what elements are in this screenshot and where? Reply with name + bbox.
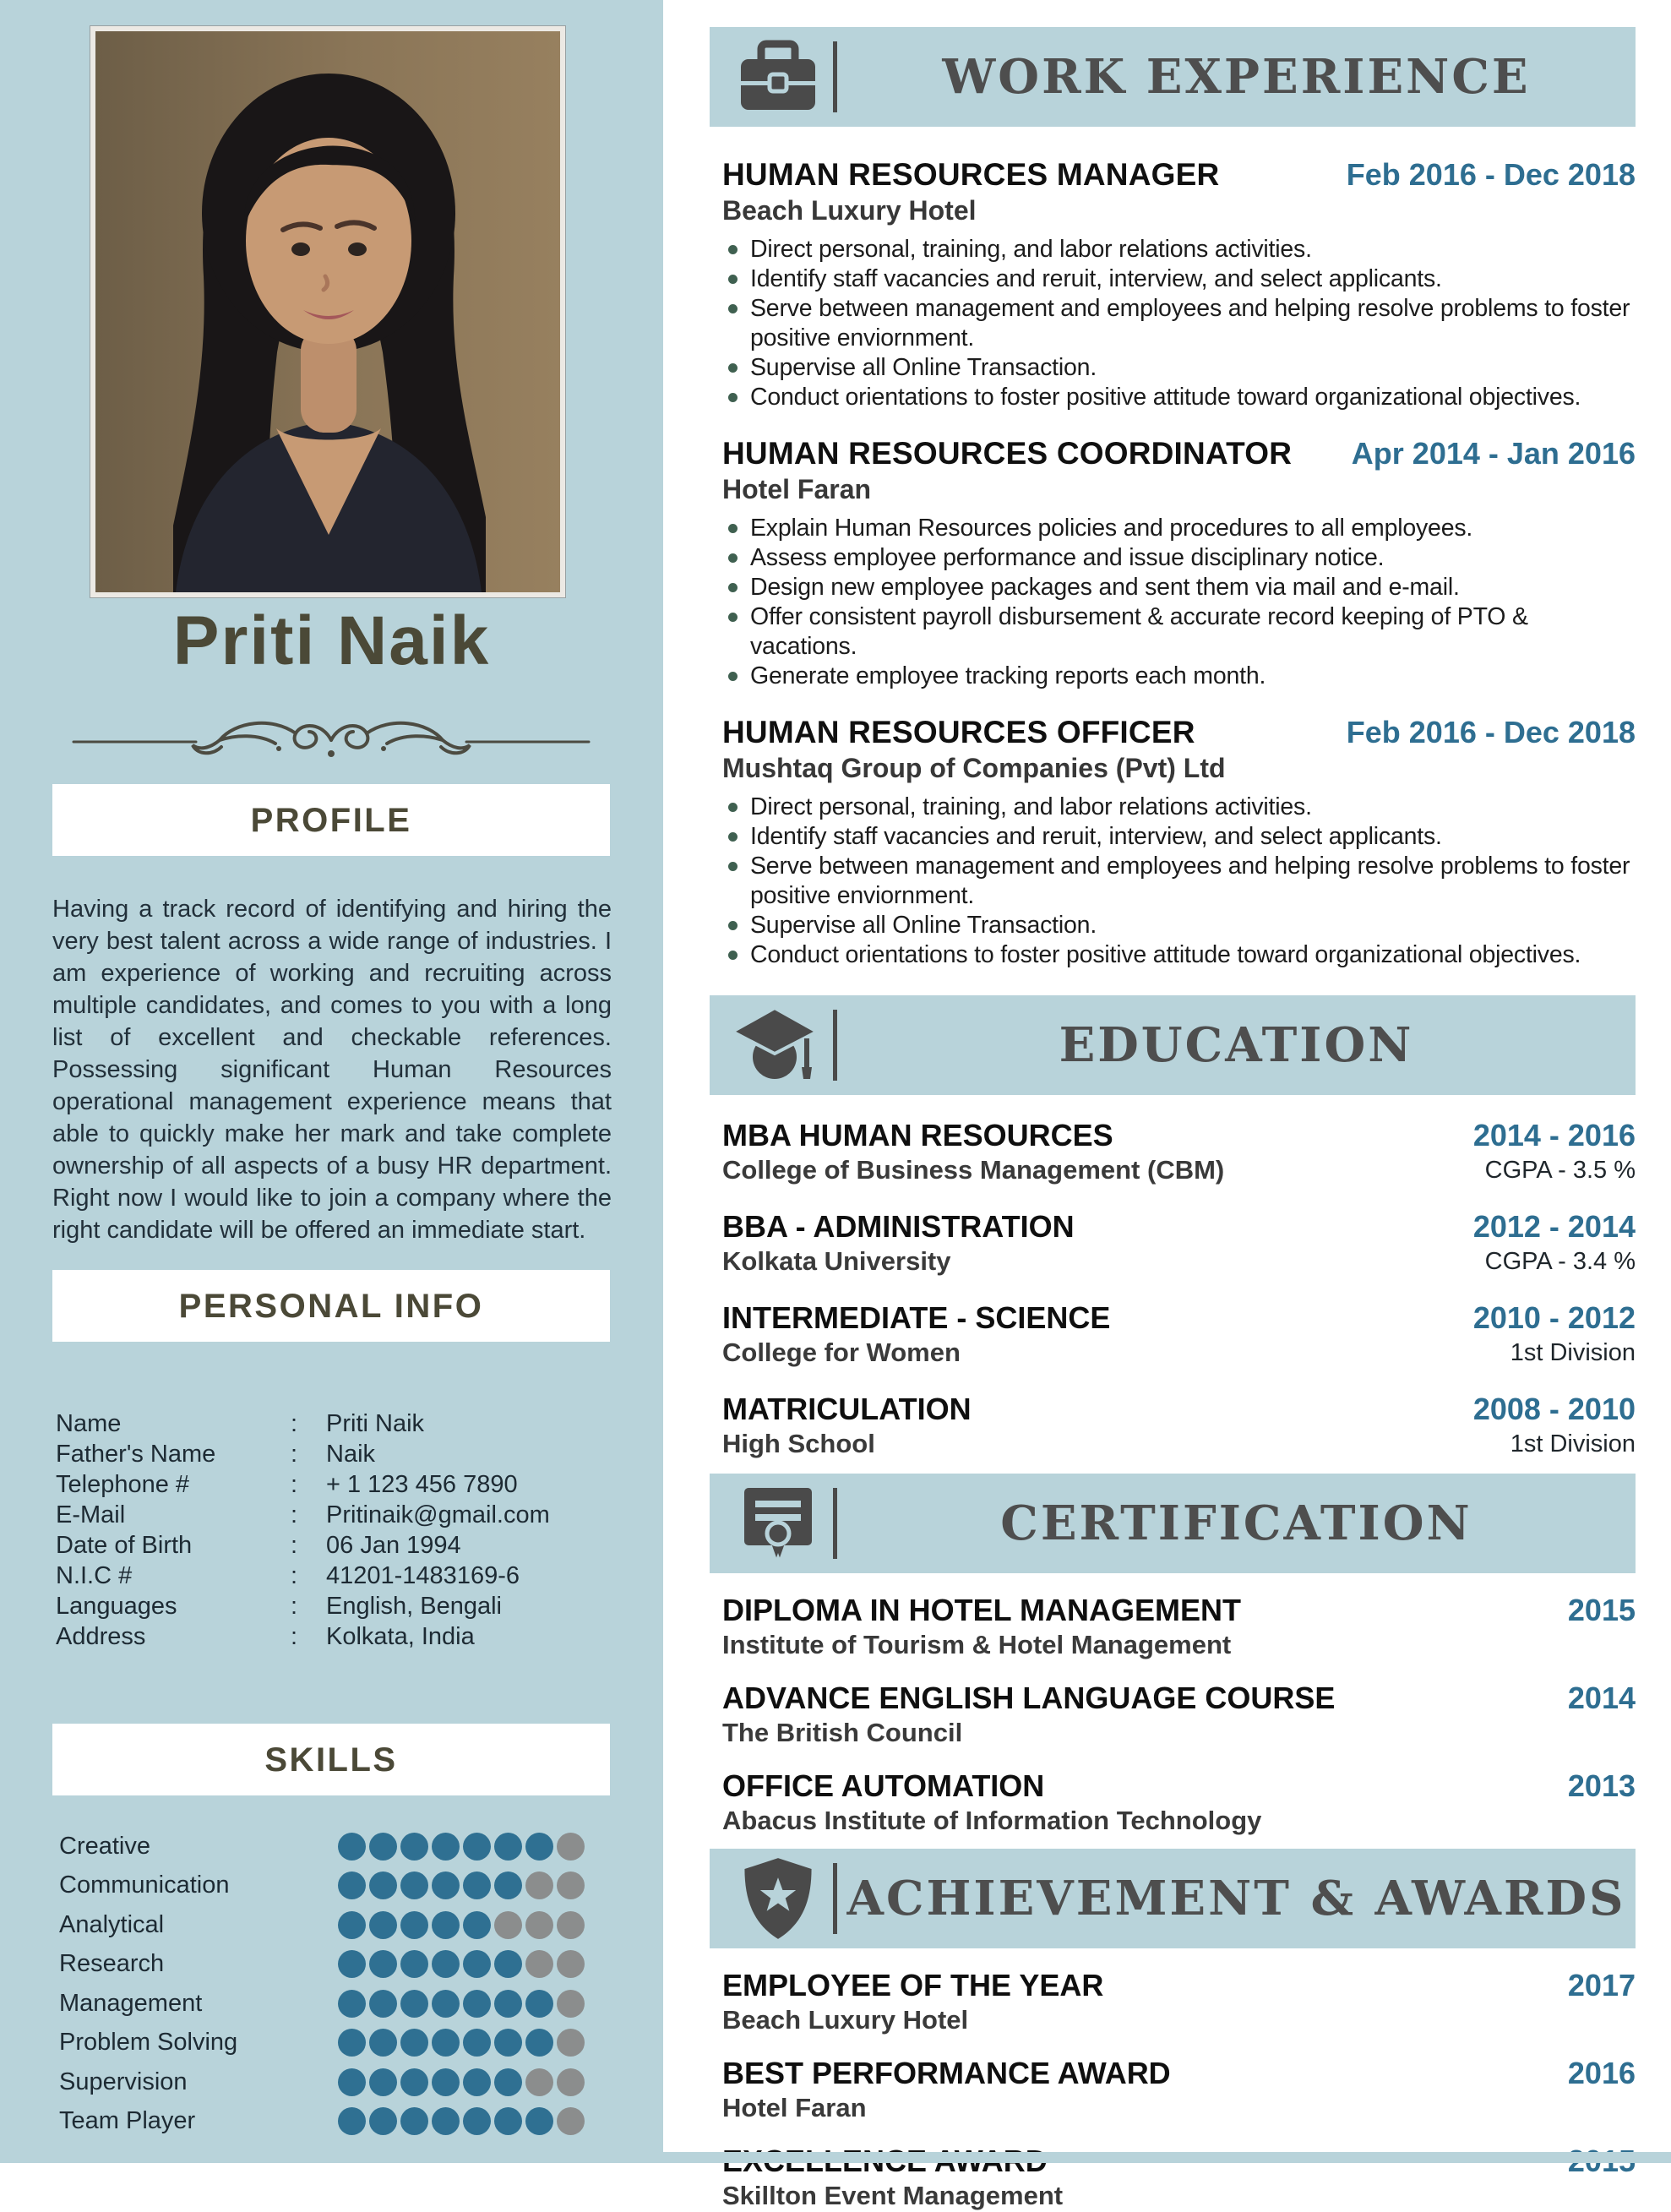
skill-dot-filled (463, 2068, 491, 2096)
skill-dot-empty (525, 2068, 553, 2096)
skill-level-dots (338, 2068, 585, 2096)
certificate-name: DIPLOMA IN HOTEL MANAGEMENT (722, 1593, 1241, 1627)
job-bullet: Offer consistent payroll disbursement & accurate record keeping of PTO & vacations. (722, 602, 1636, 662)
info-label: Father's Name (56, 1440, 216, 1468)
skill-dot-filled (494, 1833, 522, 1861)
skill-row (59, 2062, 585, 2102)
years: 2014 - 2016 (1472, 1118, 1636, 1152)
info-row (56, 1470, 622, 1501)
job-bullets (722, 514, 1636, 691)
job-bullet: Supervise all Online Transaction. (722, 911, 1636, 940)
skill-dot-filled (463, 1871, 491, 1899)
skill-row (59, 1866, 585, 1906)
education-title: EDUCATION (1059, 1017, 1414, 1073)
info-row (56, 1622, 622, 1653)
job-company: Hotel Faran (722, 474, 872, 504)
skill-dot-filled (400, 2107, 428, 2135)
skill-dot-empty (557, 1871, 585, 1899)
institution: College for Women (722, 1338, 961, 1367)
skill-dot-filled (494, 1871, 522, 1899)
skill-level-dots (338, 1911, 585, 1939)
skill-dot-filled (494, 2107, 522, 2135)
info-row (56, 1409, 622, 1440)
skill-level-dots (338, 2107, 585, 2135)
degree: MBA HUMAN RESOURCES (722, 1118, 1113, 1152)
job-dates: Feb 2016 - Dec 2018 (1346, 715, 1636, 749)
result: 1st Division (1510, 1430, 1636, 1457)
institution: College of Business Management (CBM) (722, 1155, 1225, 1185)
info-label: Address (56, 1622, 146, 1650)
result: 1st Division (1510, 1339, 1636, 1366)
skill-label: Supervision (59, 2068, 188, 2095)
skill-level-dots (338, 1833, 585, 1861)
job-bullet: Supervise all Online Transaction. (722, 353, 1636, 383)
skill-dot-filled (400, 1950, 428, 1978)
award-entry (722, 1967, 1636, 2036)
skill-dot-filled (338, 1871, 366, 1899)
job-bullet: Identify staff vacancies and reruit, interview, and select applicants. (722, 264, 1636, 294)
certification-entry (722, 1592, 1636, 1661)
info-value: Naik (326, 1440, 376, 1468)
awards-header (710, 1849, 1636, 1948)
skill-level-dots (338, 1950, 585, 1978)
institution: Institute of Tourism & Hotel Management (722, 1630, 1232, 1659)
skill-dot-filled (369, 1911, 397, 1939)
year: 2016 (1567, 2056, 1636, 2090)
person-name: Priti Naik (172, 602, 491, 679)
profile-summary: Having a track record of identifying and hiring the very best talent across a wide range of industries. I am experience of working and recruiting across multiple candidates, and comes to you with a long list of excellent and checkable references. Possessing significant Human Resources operational management experience means that able to quickly make her mark and take complete ownership of all aspects of a busy HR department. Right now I would like to join a company where the right candidate will be offered an immediate start. (52, 896, 612, 1244)
info-label: Date of Birth (56, 1531, 193, 1559)
skill-dot-empty (525, 1950, 553, 1978)
skill-dot-filled (369, 2029, 397, 2057)
certification-title: CERTIFICATION (1000, 1496, 1472, 1551)
skill-dot-empty (557, 1833, 585, 1861)
award-name: BEST PERFORMANCE AWARD (722, 2056, 1171, 2090)
info-label: Name (56, 1410, 122, 1437)
skill-dot-filled (463, 1911, 491, 1939)
portrait-illustration (95, 31, 560, 592)
main-column (663, 0, 1671, 2210)
job-title: HUMAN RESOURCES OFFICER (722, 715, 1195, 749)
info-colon: : (291, 1440, 298, 1468)
degree: INTERMEDIATE - SCIENCE (722, 1300, 1111, 1335)
job-bullet: Identify staff vacancies and reruit, interview, and select applicants. (722, 822, 1636, 852)
skill-dot-filled (432, 1950, 460, 1978)
education-entry (722, 1208, 1636, 1278)
certification-entry (722, 1680, 1636, 1749)
skill-dot-empty (557, 1950, 585, 1978)
info-colon: : (291, 1410, 298, 1437)
job-bullets (722, 235, 1636, 412)
skill-row (59, 1945, 585, 1985)
skill-dot-filled (494, 2029, 522, 2057)
briefcase-icon (732, 39, 825, 115)
info-colon: : (291, 1622, 298, 1650)
job-entry (722, 715, 1636, 970)
skill-dot-empty (557, 2068, 585, 2096)
skill-dot-filled (463, 1950, 491, 1978)
award-entry (722, 2055, 1636, 2124)
award-name: EMPLOYEE OF THE YEAR (722, 1968, 1104, 2002)
skill-dot-filled (400, 1911, 428, 1939)
job-bullet: Serve between management and employees and helping resolve problems to foster positive enviornment. (722, 294, 1636, 353)
skill-level-dots (338, 2029, 585, 2057)
skill-row (59, 2024, 585, 2063)
job-bullet: Direct personal, training, and labor relations activities. (722, 235, 1636, 264)
year: 2014 (1567, 1681, 1636, 1715)
skill-label: Analytical (59, 1910, 165, 1938)
skill-dot-filled (463, 1833, 491, 1861)
profile-photo (90, 25, 566, 598)
info-value: Pritinaik@gmail.com (326, 1501, 550, 1528)
skill-dot-empty (557, 2029, 585, 2057)
profile-section-title: PROFILE (52, 784, 610, 856)
skill-dot-empty (525, 1911, 553, 1939)
skill-row (59, 1827, 585, 1866)
degree: BBA - ADMINISTRATION (722, 1209, 1075, 1244)
info-value: Priti Naik (326, 1410, 425, 1437)
skills-list (59, 1827, 585, 2141)
skill-dot-filled (400, 2068, 428, 2096)
job-title: HUMAN RESOURCES COORDINATOR (722, 436, 1293, 471)
education-header (710, 995, 1636, 1095)
info-colon: : (291, 1592, 298, 1620)
skill-dot-filled (338, 1911, 366, 1939)
skill-dot-filled (432, 2068, 460, 2096)
degree: MATRICULATION (722, 1392, 972, 1426)
info-colon: : (291, 1561, 298, 1589)
skill-dot-filled (525, 1833, 553, 1861)
skill-dot-filled (400, 1871, 428, 1899)
skill-dot-filled (432, 1833, 460, 1861)
job-company: Beach Luxury Hotel (722, 195, 977, 226)
year: 2013 (1567, 1768, 1636, 1803)
skill-dot-filled (494, 1990, 522, 2018)
job-dates: Feb 2016 - Dec 2018 (1346, 157, 1636, 192)
skill-dot-filled (338, 2107, 366, 2135)
skill-row (59, 1984, 585, 2024)
skill-dot-filled (525, 1990, 553, 2018)
years: 2010 - 2012 (1472, 1300, 1636, 1335)
info-row (56, 1592, 622, 1622)
info-label: N.I.C # (56, 1561, 133, 1589)
info-value: 06 Jan 1994 (326, 1531, 461, 1559)
skill-dot-filled (432, 2107, 460, 2135)
skill-dot-filled (432, 1871, 460, 1899)
job-bullet: Design new employee packages and sent them via mail and e-mail. (722, 573, 1636, 602)
skill-dot-filled (369, 1833, 397, 1861)
skill-dot-filled (369, 2107, 397, 2135)
job-company: Mushtaq Group of Companies (Pvt) Ltd (722, 753, 1226, 783)
skill-dot-empty (557, 1990, 585, 2018)
skill-dot-filled (400, 2029, 428, 2057)
job-title: HUMAN RESOURCES MANAGER (722, 157, 1220, 192)
institution: High School (722, 1429, 875, 1458)
skill-dot-filled (494, 2068, 522, 2096)
certificate-name: OFFICE AUTOMATION (722, 1768, 1045, 1803)
info-label: E-Mail (56, 1501, 126, 1528)
skill-dot-empty (494, 1911, 522, 1939)
skill-dot-filled (338, 1950, 366, 1978)
skill-dot-filled (338, 1833, 366, 1861)
certificate-icon (732, 1483, 825, 1564)
info-row (56, 1501, 622, 1531)
job-bullet: Generate employee tracking reports each month. (722, 662, 1636, 691)
skills-section-title: SKILLS (52, 1724, 610, 1795)
certificate-name: ADVANCE ENGLISH LANGUAGE COURSE (722, 1681, 1336, 1715)
info-label: Telephone # (56, 1470, 190, 1498)
info-colon: : (291, 1501, 298, 1528)
institution: The British Council (722, 1718, 963, 1747)
institution: Abacus Institute of Information Technology (722, 1806, 1262, 1835)
sidebar (0, 0, 663, 2163)
skill-dot-filled (525, 2029, 553, 2057)
work-experience-header (710, 27, 1636, 127)
certification-header (710, 1474, 1636, 1573)
skill-dot-filled (338, 1990, 366, 2018)
flourish-divider-icon (69, 710, 593, 769)
year: 2017 (1567, 1968, 1636, 2002)
job-bullet: Assess employee performance and issue disciplinary notice. (722, 543, 1636, 573)
graduation-cap-icon (732, 1005, 825, 1086)
institution: Kolkata University (722, 1246, 951, 1276)
bottom-accent-strip (663, 2152, 1671, 2163)
skill-label: Management (59, 1989, 203, 2017)
award-badge-icon (732, 1855, 825, 1942)
skill-dot-empty (557, 2107, 585, 2135)
job-bullet: Direct personal, training, and labor relations activities. (722, 793, 1636, 822)
skill-dot-filled (432, 1990, 460, 2018)
skill-dot-filled (494, 1950, 522, 1978)
skill-dot-filled (463, 2107, 491, 2135)
skill-dot-filled (338, 2029, 366, 2057)
skill-dot-empty (557, 1911, 585, 1939)
skill-level-dots (338, 1990, 585, 2018)
job-bullet: Explain Human Resources policies and procedures to all employees. (722, 514, 1636, 543)
years: 2012 - 2014 (1472, 1209, 1636, 1244)
skill-dot-filled (463, 1990, 491, 2018)
skill-dot-filled (432, 2029, 460, 2057)
skill-label: Team Player (59, 2107, 196, 2135)
skill-label: Creative (59, 1832, 150, 1860)
institution: Hotel Faran (722, 2093, 867, 2122)
institution: Skillton Event Management (722, 2181, 1064, 2210)
awards-title: ACHIEVEMENT & AWARDS (846, 1871, 1626, 1926)
skill-label: Communication (59, 1871, 230, 1899)
skill-label: Research (59, 1950, 165, 1978)
work-experience-title: WORK EXPERIENCE (942, 49, 1531, 105)
job-bullet: Serve between management and employees and helping resolve problems to foster positive enviornment. (722, 852, 1636, 911)
skill-dot-filled (432, 1911, 460, 1939)
info-value: + 1 123 456 7890 (326, 1470, 518, 1498)
job-bullets (722, 793, 1636, 970)
info-row (56, 1531, 622, 1561)
info-colon: : (291, 1470, 298, 1498)
skill-dot-filled (369, 1990, 397, 2018)
education-entry (722, 1391, 1636, 1460)
info-value: 41201-1483169-6 (326, 1561, 520, 1589)
skill-dot-filled (338, 2068, 366, 2096)
skill-dot-filled (400, 1833, 428, 1861)
education-entry (722, 1117, 1636, 1186)
skill-dot-filled (400, 1990, 428, 2018)
skill-row (59, 2102, 585, 2142)
skill-dot-filled (525, 2107, 553, 2135)
skill-dot-empty (525, 1871, 553, 1899)
info-value: English, Bengali (326, 1592, 502, 1620)
skill-dot-filled (369, 1950, 397, 1978)
certification-entry (722, 1768, 1636, 1837)
personal-info-table (56, 1409, 622, 1653)
job-entry (722, 157, 1636, 412)
skill-row (59, 1905, 585, 1945)
info-colon: : (291, 1531, 298, 1559)
education-entry (722, 1299, 1636, 1369)
skill-level-dots (338, 1871, 585, 1899)
job-bullet: Conduct orientations to foster positive attitude toward organizational objectives. (722, 383, 1636, 412)
years: 2008 - 2010 (1472, 1392, 1636, 1426)
info-value: Kolkata, India (326, 1622, 475, 1650)
job-dates: Apr 2014 - Jan 2016 (1351, 436, 1636, 471)
skill-dot-filled (463, 2029, 491, 2057)
result: CGPA - 3.5 % (1484, 1157, 1636, 1184)
institution: Beach Luxury Hotel (722, 2005, 969, 2035)
job-entry (722, 436, 1636, 691)
result: CGPA - 3.4 % (1484, 1248, 1636, 1275)
year: 2015 (1567, 1593, 1636, 1627)
personal-info-section-title: PERSONAL INFO (52, 1270, 610, 1342)
skill-dot-filled (369, 1871, 397, 1899)
info-label: Languages (56, 1592, 177, 1620)
info-row (56, 1440, 622, 1470)
skill-dot-filled (369, 2068, 397, 2096)
info-row (56, 1561, 622, 1592)
skill-label: Problem Solving (59, 2029, 238, 2057)
job-bullet: Conduct orientations to foster positive attitude toward organizational objectives. (722, 940, 1636, 970)
